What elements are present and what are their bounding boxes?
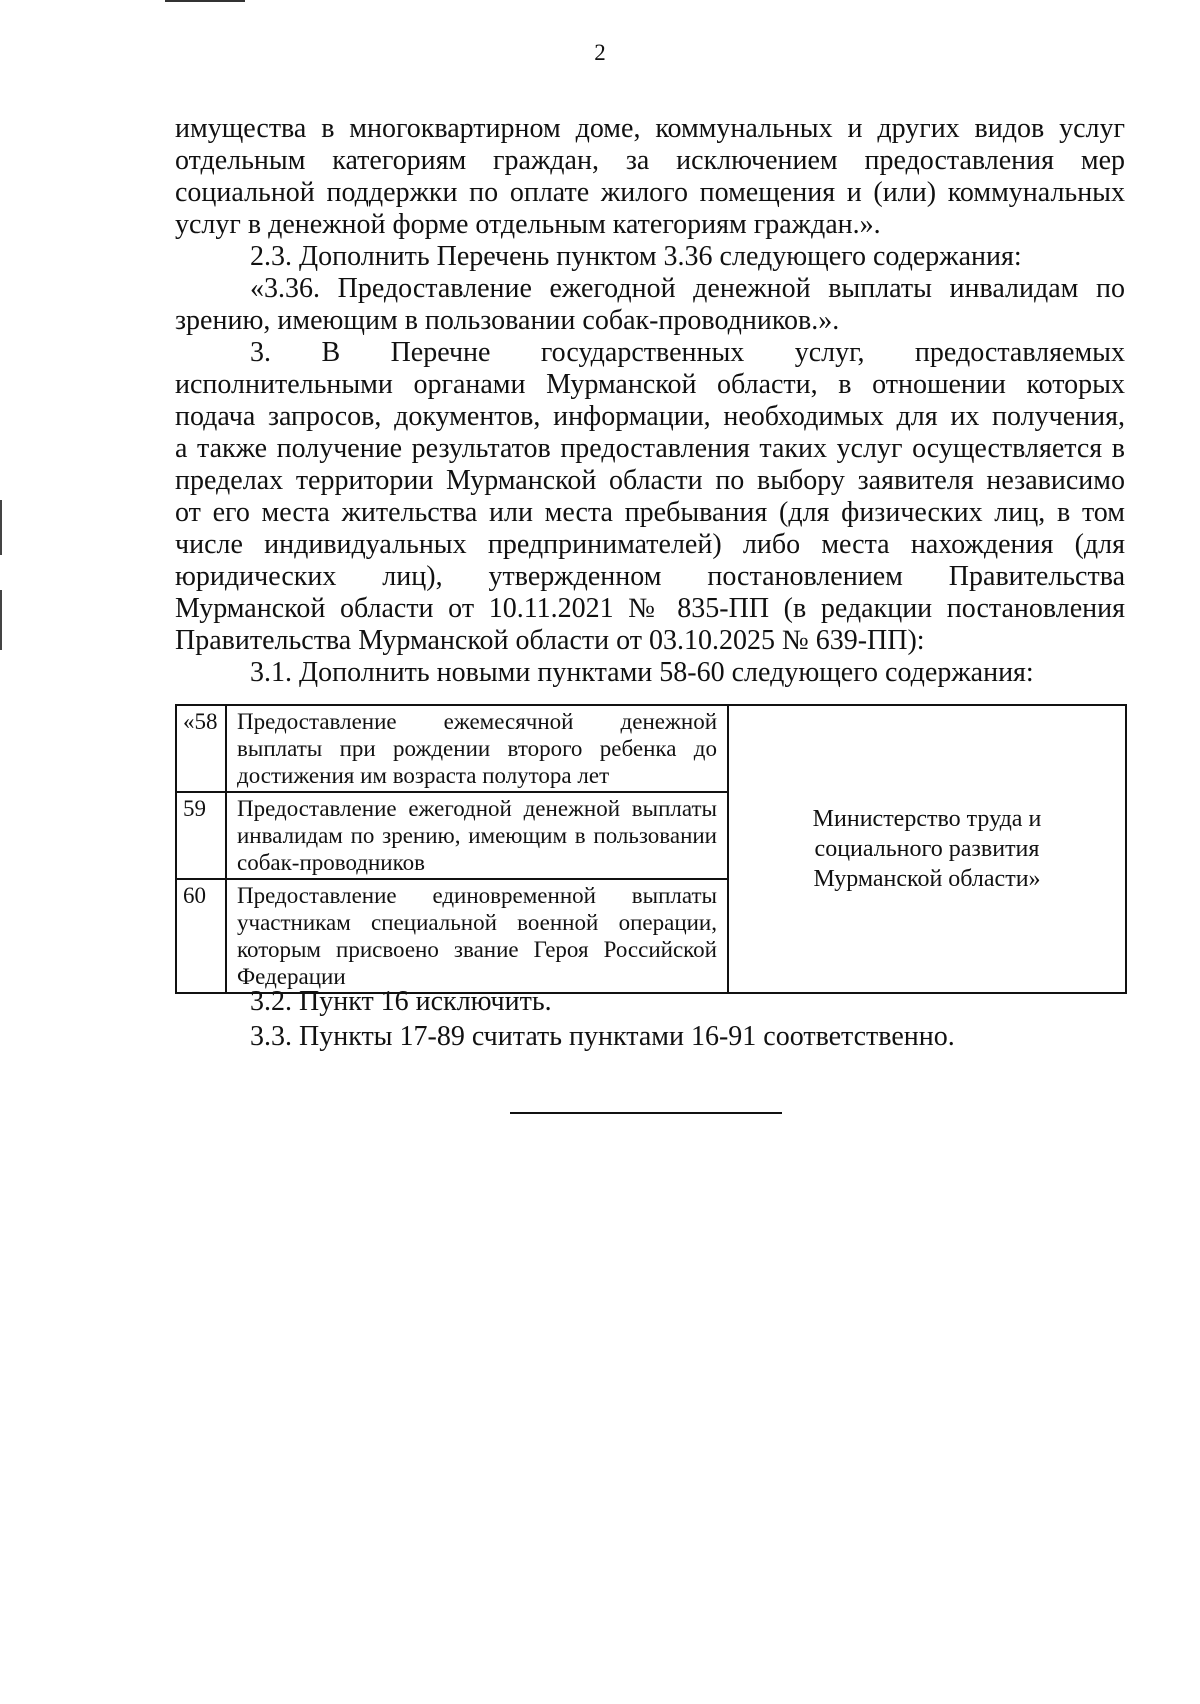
page-number: 2 [594, 40, 606, 65]
text-line: «3.36. Предоставление ежегодной денежной выплаты инвалидам по [250, 273, 1125, 304]
text-line: Правительства Мурманской области от 03.10.2025 № 639-ПП): [175, 625, 925, 656]
text-line: отдельным категориям граждан, за исключением предоставления мер [175, 145, 1125, 176]
organization-line: социального развития [814, 836, 1040, 862]
paragraph-3-36 [175, 273, 1125, 337]
scan-margin-mark [0, 590, 2, 650]
text-line: от его места жительства или места пребывания (для физических лиц, в том [175, 497, 1125, 528]
scan-margin-mark [0, 500, 2, 555]
row-description: Предоставление ежемесячной денежной выплаты при рождении второго ребенка до достижения им возраста полутора лет [226, 705, 728, 792]
paragraph-3-1: 3.1. Дополнить новыми пунктами 58-60 следующего содержания: [250, 657, 1034, 688]
top-rule [165, 0, 245, 2]
text-line: услуг в денежной форме отдельным категориям граждан.». [175, 209, 881, 240]
paragraph-3-2: 3.2. Пункт 16 исключить. [250, 986, 552, 1017]
paragraph-2-3: 2.3. Дополнить Перечень пунктом 3.36 следующего содержания: [250, 241, 1022, 272]
text-line: подача запросов, документов, информации, необходимых для их получения, [175, 401, 1125, 432]
document-body [175, 113, 1125, 689]
paragraph-continuation [175, 113, 1125, 241]
organization-line: Мурманской области» [813, 866, 1041, 892]
text-line: зрению, имеющим в пользовании собак-проводников.». [175, 305, 840, 336]
end-rule [510, 1112, 782, 1114]
after-table-text [175, 984, 1125, 1054]
services-table [175, 704, 1127, 994]
row-number: «58 [176, 705, 226, 792]
responsible-organization [728, 705, 1126, 993]
text-line: социальной поддержки по оплате жилого помещения и (или) коммунальных [175, 177, 1125, 208]
row-description: Предоставление ежегодной денежной выплаты инвалидам по зрению, имеющим в пользовании собак-проводников [226, 792, 728, 879]
row-number: 60 [176, 879, 226, 993]
text-line: Мурманской области от 10.11.2021 № 835-ПП (в редакции постановления [175, 593, 1125, 624]
row-number: 59 [176, 792, 226, 879]
text-line: исполнительными органами Мурманской области, в отношении которых [175, 369, 1125, 400]
text-line: пределах территории Мурманской области по выбору заявителя независимо [175, 465, 1125, 496]
text-line: а также получение результатов предоставления таких услуг осуществляется в [175, 433, 1125, 464]
text-line: юридических лиц), утвержденном постановлением Правительства [175, 561, 1125, 592]
paragraph-3 [175, 337, 1125, 657]
organization-line: Министерство труда и [812, 806, 1042, 832]
row-description: Предоставление единовременной выплаты участникам специальной военной операции, которым присвоено звание Героя Российской Федерации [226, 879, 728, 993]
text-line: имущества в многоквартирном доме, коммунальных и других видов услуг [175, 113, 1125, 144]
text-line: 3. В Перечне государственных услуг, предоставляемых [250, 337, 1125, 368]
table-row [176, 705, 1126, 792]
text-line: числе индивидуальных предпринимателей) либо места нахождения (для [175, 529, 1125, 560]
paragraph-3-3: 3.3. Пункты 17-89 считать пунктами 16-91 соответственно. [250, 1021, 955, 1052]
